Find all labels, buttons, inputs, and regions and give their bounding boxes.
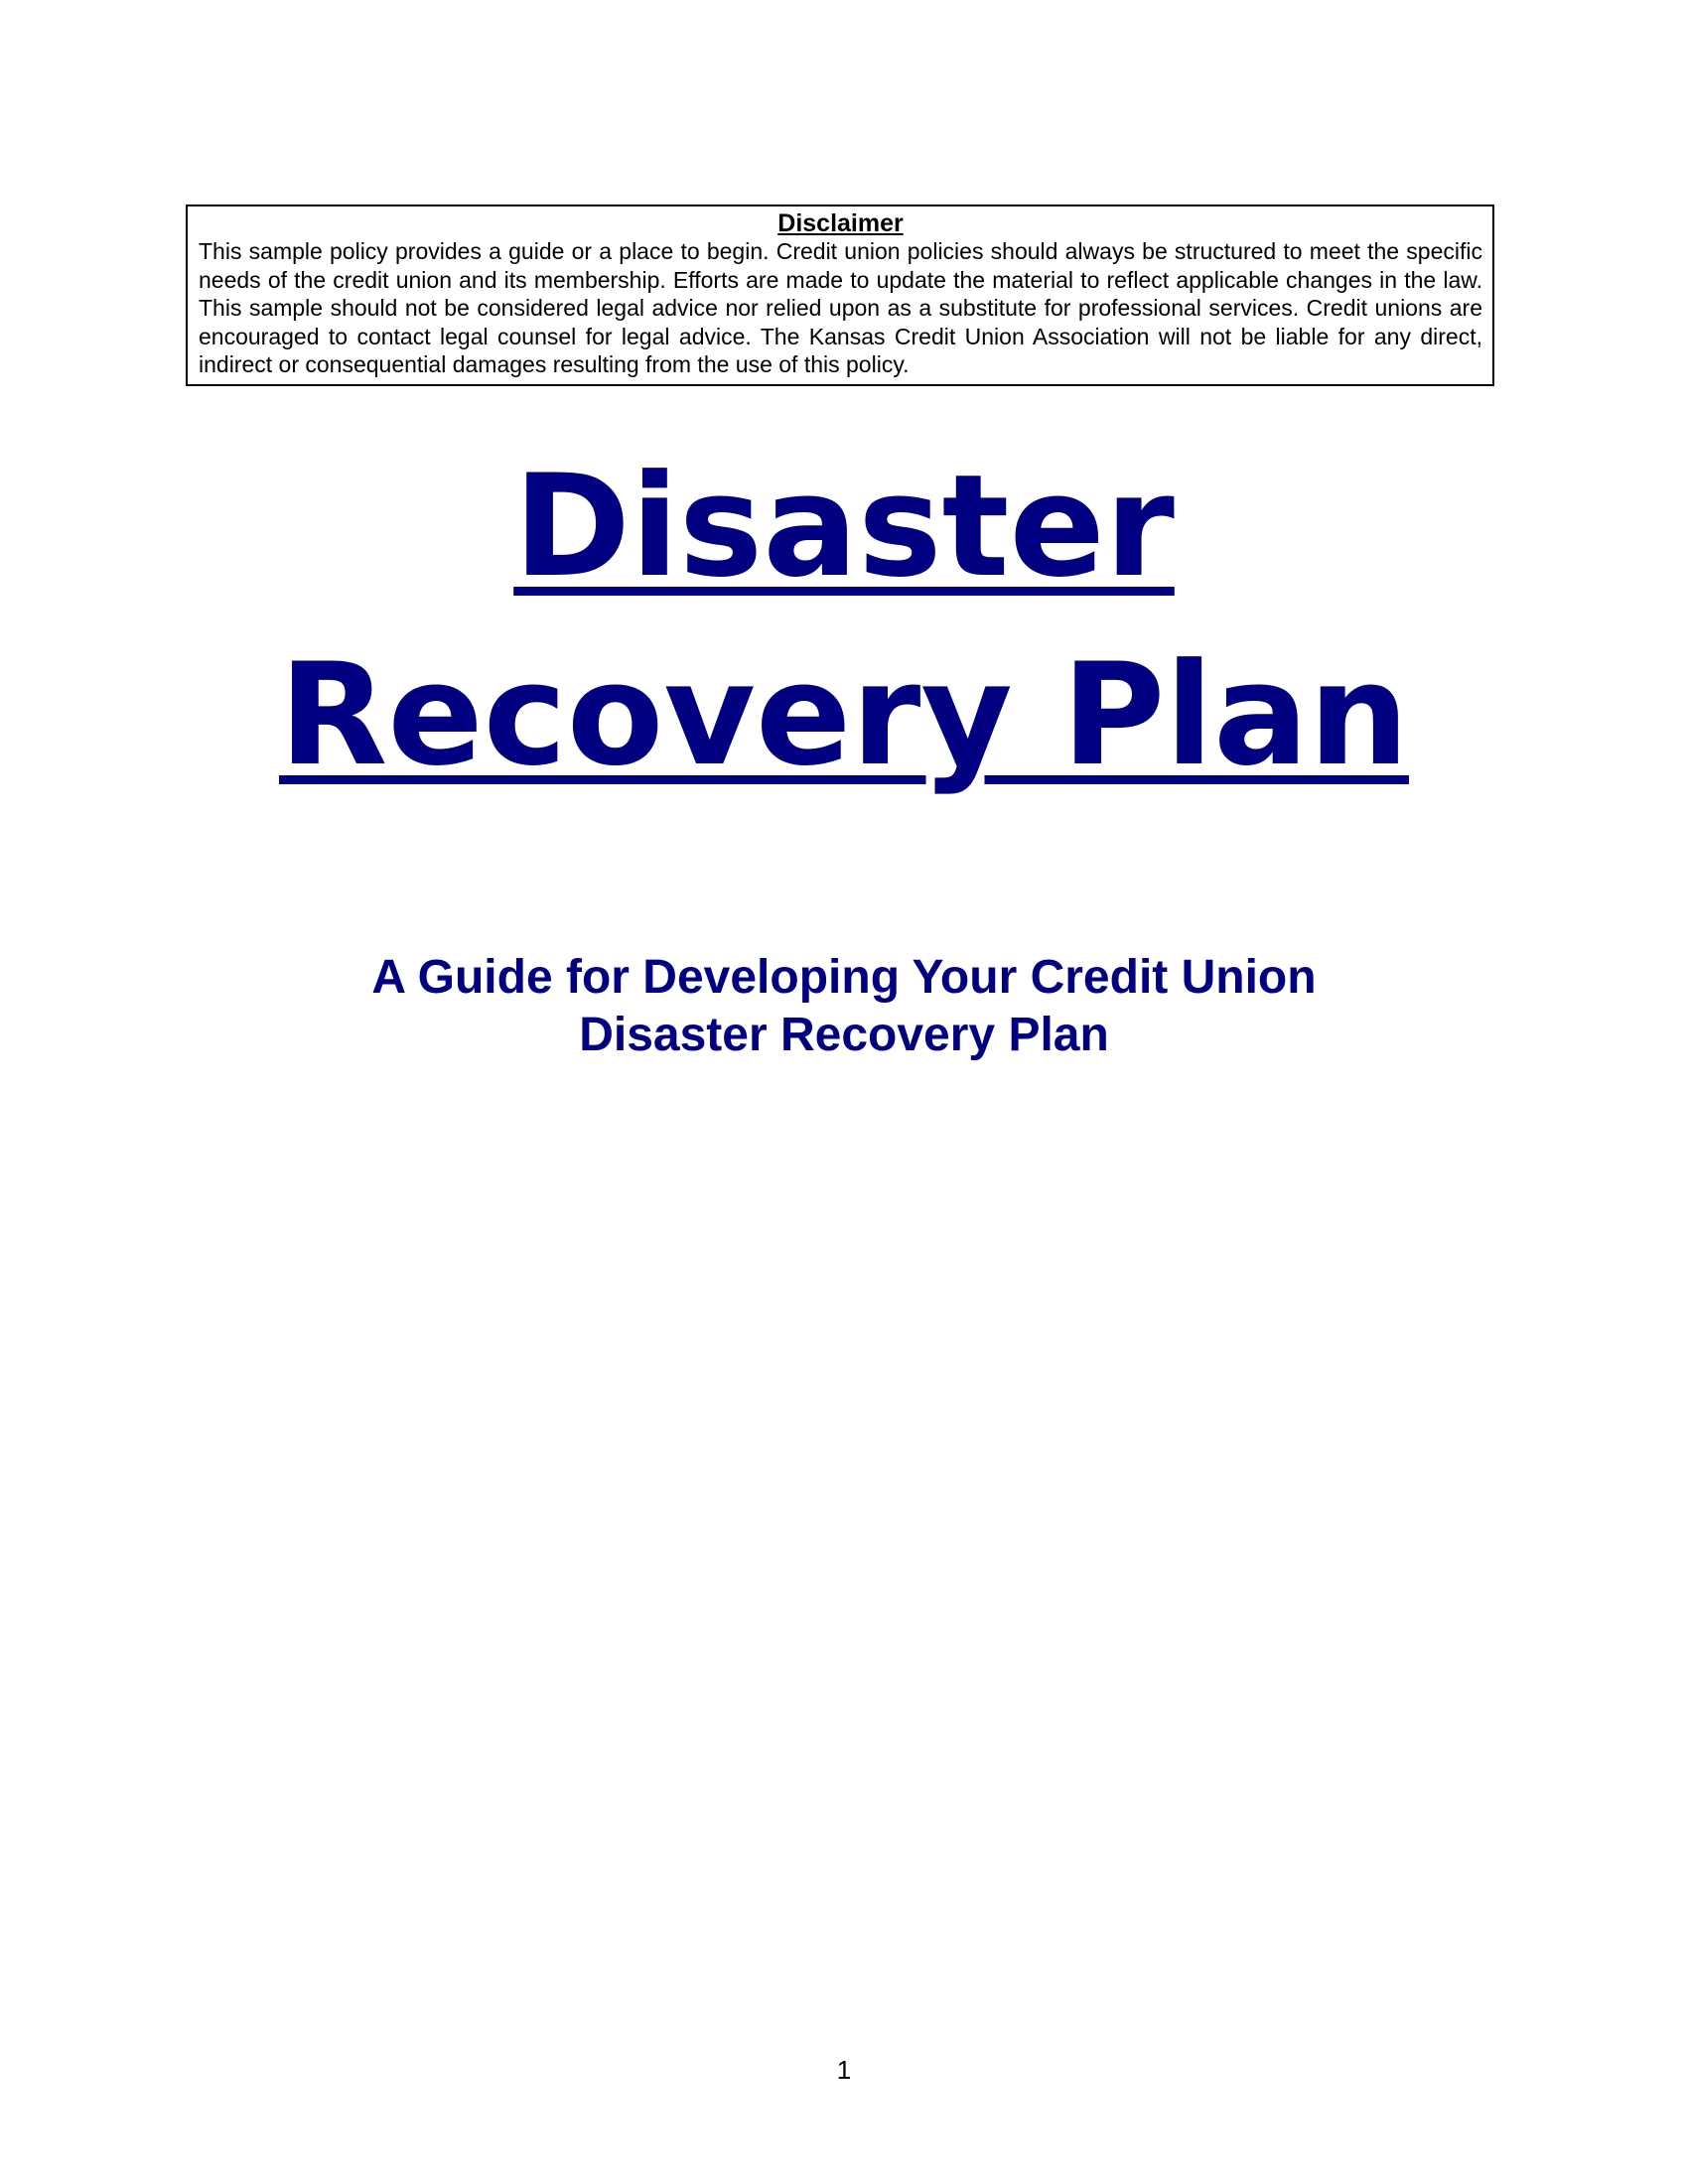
page-number: 1 xyxy=(836,2055,852,2085)
document-title-line-2 xyxy=(0,633,1688,797)
document-subtitle-line-2: Disaster Recovery Plan xyxy=(579,1009,1109,1061)
document-title-text-1: Disaster xyxy=(513,445,1175,609)
document-title-line-1 xyxy=(0,445,1688,609)
document-subtitle-line-1: A Guide for Developing Your Credit Union xyxy=(371,951,1317,1004)
document-title-text-2: Recovery Plan xyxy=(279,633,1409,797)
disclaimer-heading: Disclaimer xyxy=(777,209,904,237)
disclaimer-body: This sample policy provides a guide or a place to begin. Credit union policies should always be structured to meet the specific needs of the credit union and its membership. Efforts are made to update the material to reflect applicable changes in the law. This sample should not be considered legal advice nor relied upon as a substitute for professional services. Credit unions are encouraged to contact legal counsel for legal advice. The Kansas Credit Union Association will not be liable for any direct, indirect or consequential damages resulting from the use of this policy. xyxy=(199,238,1482,377)
disclaimer-box xyxy=(186,205,1494,386)
